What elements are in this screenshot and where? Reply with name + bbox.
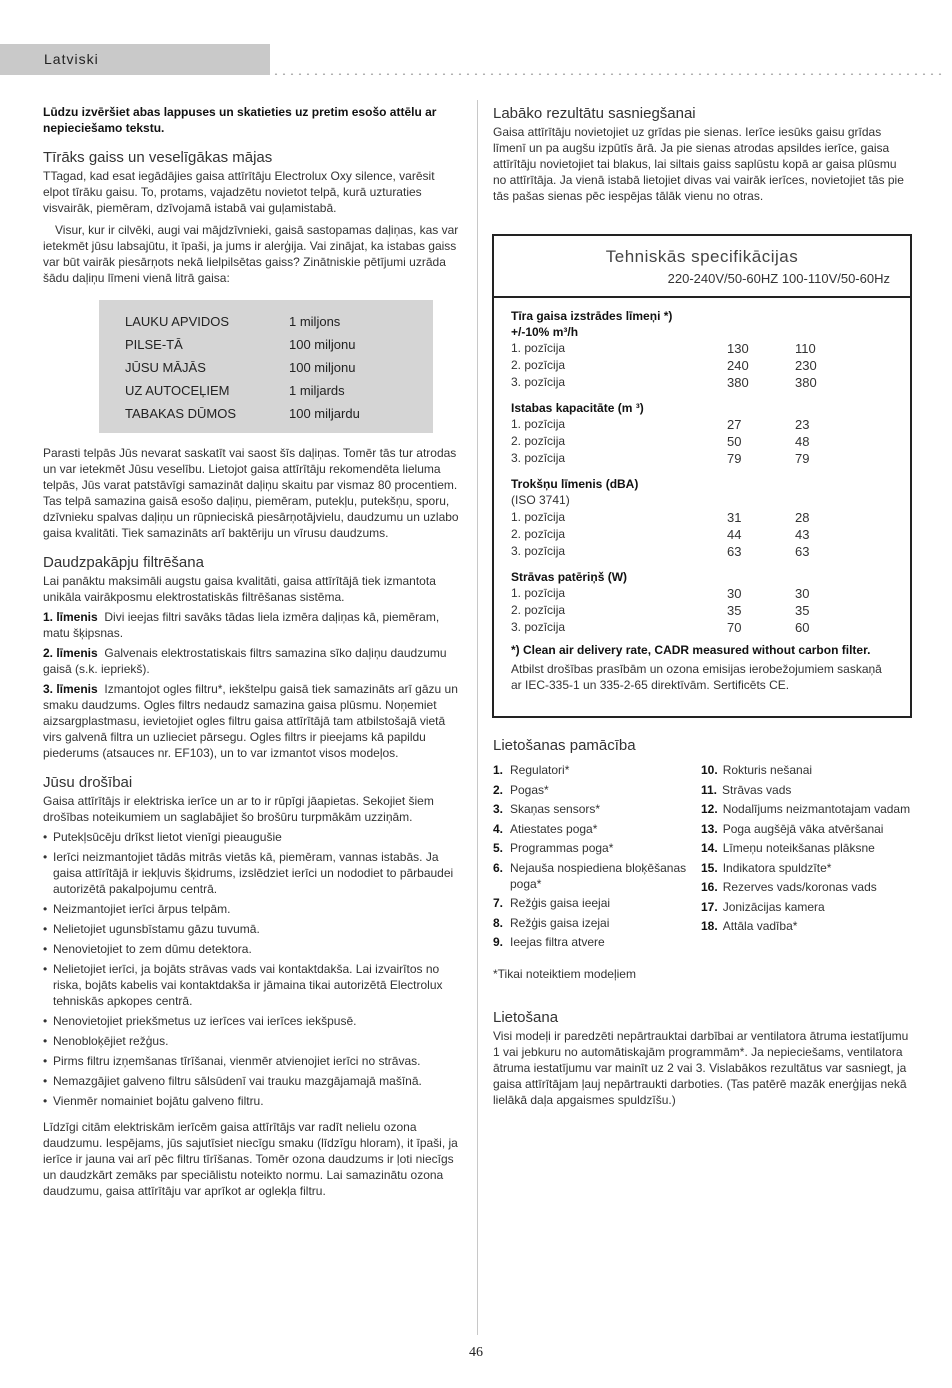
spec-row <box>511 526 891 543</box>
spec-section-title: Istabas kapacitāte (m ³) <box>511 401 644 415</box>
spec-pos: 1. pozīcija <box>511 586 566 600</box>
language-tab <box>0 44 270 75</box>
spec-title: Tehniskās specifikācijas <box>605 247 799 266</box>
stats-place: UZ AUTOCEĻIEM <box>125 383 230 398</box>
intro-text: Lūdzu izvēršiet abas lappuses un skatieties uz pretim esošo attēlu ar nepieciešamo tekstu. <box>43 105 437 135</box>
section-title-cleaner-air: Tīrāks gaiss un veselīgākas mājas <box>43 149 273 166</box>
part-number: 2. <box>493 782 504 797</box>
filter-level <box>43 645 463 677</box>
spec-pos: 3. pozīcija <box>511 375 566 389</box>
paragraph: Gaisa attīrītājs ir elektriska ierīce un ar to ir rūpīgi jāapietas. Sekojiet šiem drošības noteikumiem un saglabājiet šo brošūru turpmākām uzziņām. <box>43 794 434 824</box>
spec-row <box>511 585 891 602</box>
filter-level <box>43 681 463 761</box>
spec-val-a: 240 <box>727 358 749 373</box>
part-label: Jonizācijas kamera <box>722 899 825 914</box>
paragraph: TTagad, kad esat iegādājies gaisa attīrītāju Electrolux Oxy silence, varēsit elpot tīrāku gaisu. To, protams, vajadzētu novietot telpā, kurā uzturaties visvairāk, piemēram, dzīvojamā istabā vai guļamistabā. <box>43 169 435 215</box>
part-number: 1. <box>493 763 504 777</box>
spec-section-title: Tīra gaisa izstrādes līmeņi *) <box>511 309 673 323</box>
stats-row <box>125 356 433 379</box>
part-label: Režģis gaisa ieejai <box>510 896 611 910</box>
list-item: • Nelietojiet ugunsbīstamu gāzu tuvumā. <box>43 921 463 937</box>
spec-val-a: 130 <box>727 341 749 356</box>
list-item <box>701 899 911 915</box>
spec-row <box>511 357 891 374</box>
list-item <box>493 895 701 911</box>
list-item <box>493 934 701 950</box>
parts-list-right <box>701 762 911 954</box>
particle-stats-table <box>99 300 433 433</box>
list-item <box>493 915 701 931</box>
list-item <box>493 762 701 778</box>
list-item <box>701 801 911 817</box>
part-label: Programmas poga* <box>510 841 614 855</box>
list-item: • Nenobloķējiet režģus. <box>43 1033 463 1049</box>
part-number: 14. <box>701 841 718 855</box>
part-label: Rokturis nešanai <box>722 763 813 777</box>
list-item <box>701 762 911 778</box>
stats-row <box>125 379 433 402</box>
spec-val-a: 31 <box>727 510 742 525</box>
section-title-filtering: Daudzpakāpju filtrēšana <box>43 554 204 571</box>
list-item <box>493 801 701 817</box>
paragraph: Lai panāktu maksimāli augstu gaisa kvalitāti, gaisa attīrītājā tiek izmantota unikāla vairākposmu elektrostatiskās filtrēšanas sistēma. <box>43 574 436 604</box>
list-item <box>701 860 911 876</box>
spec-val-b: 30 <box>795 586 810 601</box>
list-item <box>701 821 911 837</box>
stats-place: LAUKU APVIDOS <box>125 314 230 329</box>
part-number: 10. <box>701 763 718 777</box>
filter-level <box>43 609 463 641</box>
spec-body <box>511 308 891 693</box>
part-number: 7. <box>493 896 504 910</box>
section-title-best-results: Labāko rezultātu sasniegšanai <box>493 105 696 122</box>
part-number: 13. <box>701 821 718 836</box>
spec-pos: 2. pozīcija <box>511 603 566 617</box>
stats-value: 100 miljardu <box>289 406 360 421</box>
spec-row <box>511 374 891 391</box>
stats-value: 1 miljons <box>289 314 341 329</box>
spec-row <box>511 619 891 636</box>
stats-place: PILSE-TĀ <box>125 337 183 352</box>
column-divider <box>477 100 478 1335</box>
spec-val-a: 35 <box>727 603 742 618</box>
part-number: 16. <box>701 880 718 894</box>
spec-val-b: 48 <box>795 434 810 449</box>
part-label: Līmeņu noteikšanas plāksne <box>722 841 875 855</box>
header-dotted-rule <box>272 73 944 75</box>
part-number: 15. <box>701 860 718 875</box>
spec-val-b: 380 <box>795 375 817 390</box>
paragraph: Parasti telpās Jūs nevarat saskatīt vai saost šīs daļiņas. Tomēr tās tur atrodas un var ietekmēt Jūsu veselību. Lietojot gaisa attīrītāju rekomendēta lieluma telpās, Jūs varat patstāvīgi samazināt daļiņu skaitu par vismaz 80 procentiem. Tas telpā samazina gaisā esošo daļiņu, piemēram, putekļu, putekšņu, sporu, dzīvnieku spalvas daļiņu un rūpnieciskā piesārņotājvielu, daudzumu un uzlabo gaisa kvalitāti. Tiek samazināts arī baktēriju un vīrusu daudzums. <box>43 446 459 540</box>
part-label: Ieejas filtra atvere <box>510 935 605 949</box>
left-column <box>43 104 463 1199</box>
spec-val-b: 43 <box>795 527 810 542</box>
spec-val-a: 30 <box>727 586 742 601</box>
parts-list <box>493 762 913 954</box>
section-title-instructions: Lietošanas pamācība <box>493 737 636 754</box>
spec-subtitle <box>511 492 891 509</box>
part-number: 18. <box>701 919 718 933</box>
part-number: 12. <box>701 802 718 816</box>
part-label: Poga augšējā vāka atvēršanai <box>722 821 884 836</box>
stats-value: 100 miljonu <box>289 337 356 352</box>
tech-spec-box <box>492 234 912 718</box>
filter-level-text: Izmantojot ogles filtru*, iekštelpu gaisā tiek samazināts arī gāzu un smaku daudzums. Ogles filtrs nedaudz samazina gaisa plūsmu. Noņemiet aizsargplastmasu, ievietojiet ogles filtru gaisa attīrītājā tam atbilstošajā vietā virs galvenā filtra un uzlieciet pārsegu. Ogles filtrs ir pieejams kā papildu piederums (atsauces nr. EF103), un to var izmantot visos modeļos. <box>43 682 458 760</box>
spec-section-unit: +/-10% m³/h <box>511 325 579 339</box>
spec-val-a: 27 <box>727 417 742 432</box>
part-label: Nodalījums neizmantotajam vadam <box>722 802 911 816</box>
part-label: Rezerves vads/koronas vads <box>722 880 877 894</box>
spec-row <box>511 509 891 526</box>
spec-val-b: 28 <box>795 510 810 525</box>
spec-section-title: Trokšņu līmenis (dBA) <box>511 477 639 491</box>
list-item <box>493 860 701 892</box>
part-number: 8. <box>493 915 504 930</box>
part-number: 4. <box>493 821 504 836</box>
spec-note: Atbilst drošības prasībām un ozona emisijas ierobežojumiem saskaņā ar IEC-335-1 un 335-2-65 direktīvām. Sertificēts CE. <box>511 662 882 692</box>
list-item: • Nemazgājiet galveno filtru sālsūdenī vai trauku mazgājamajā mašīnā. <box>43 1073 463 1089</box>
filter-level-label: 2. līmenis <box>43 646 98 660</box>
list-item <box>493 821 701 837</box>
spec-val-b: 35 <box>795 603 810 618</box>
spec-val-b: 79 <box>795 451 810 466</box>
list-item: • Nenovietojiet priekšmetus uz ierīces vai ierīces iekšpusē. <box>43 1013 463 1029</box>
stats-row <box>125 333 433 356</box>
spec-val-a: 50 <box>727 434 742 449</box>
stats-value: 1 miljards <box>289 383 345 398</box>
part-number: 6. <box>493 860 504 875</box>
part-number: 3. <box>493 802 504 816</box>
list-item <box>701 840 911 856</box>
section-title-usage: Lietošana <box>493 1008 559 1026</box>
list-item: • Ierīci neizmantojiet tādās mitrās vietās kā, piemēram, vannas istabās. Ja gaisa attīrītājā ir iekļuvis šķidrums, izslēdziet ierīci un nododiet to pārbaudei autorizētā pakalpojumu centrā. <box>43 849 463 897</box>
spec-pos: 3. pozīcija <box>511 620 566 634</box>
parts-list-left <box>493 762 701 954</box>
spec-row <box>511 340 891 357</box>
stats-row <box>125 402 433 425</box>
spec-val-a: 44 <box>727 527 742 542</box>
safety-list <box>43 829 463 1109</box>
list-item: • Pirms filtru izņemšanas tīrīšanai, vienmēr atvienojiet ierīci no strāvas. <box>43 1053 463 1069</box>
section-title-safety: Jūsu drošībai <box>43 774 133 791</box>
spec-val-b: 23 <box>795 417 810 432</box>
spec-val-b: 63 <box>795 544 810 559</box>
spec-footnote: *) Clean air delivery rate, CADR measured without carbon filter. <box>511 643 871 657</box>
list-item <box>701 918 911 934</box>
right-column-bottom <box>493 736 913 1108</box>
spec-standard: (ISO 3741) <box>511 493 570 507</box>
spec-val-a: 70 <box>727 620 742 635</box>
spec-row <box>511 602 891 619</box>
filter-level-label: 3. līmenis <box>43 682 98 696</box>
spec-val-b: 230 <box>795 358 817 373</box>
models-note: *Tikai noteiktiem modeļiem <box>493 966 636 981</box>
spec-pos: 1. pozīcija <box>511 341 566 355</box>
part-label: Pogas* <box>510 782 549 797</box>
list-item: • Vienmēr nomainiet bojātu galveno filtru. <box>43 1093 463 1109</box>
spec-pos: 3. pozīcija <box>511 451 566 465</box>
part-number: 11. <box>701 782 718 797</box>
spec-row <box>511 416 891 433</box>
part-label: Strāvas vads <box>722 782 792 797</box>
part-label: Nejauša nospiediena bloķēšanas poga* <box>510 860 687 891</box>
stats-row <box>125 310 433 333</box>
spec-pos: 2. pozīcija <box>511 434 566 448</box>
stats-value: 100 miljonu <box>289 360 356 375</box>
spec-voltages: 220-240V/50-60HZ 100-110V/50-60Hz <box>667 271 890 286</box>
right-column-top <box>493 104 911 204</box>
list-item: • Neizmantojiet ierīci ārpus telpām. <box>43 901 463 917</box>
list-item <box>493 840 701 856</box>
filter-level-label: 1. līmenis <box>43 610 98 624</box>
part-number: 17. <box>701 899 718 914</box>
part-label: Skaņas sensors* <box>510 802 601 816</box>
list-item <box>701 879 911 895</box>
spec-val-b: 110 <box>795 341 816 356</box>
spec-pos: 2. pozīcija <box>511 527 566 541</box>
list-item <box>701 782 911 798</box>
spec-pos: 3. pozīcija <box>511 544 566 558</box>
stats-place: JŪSU MĀJĀS <box>125 360 206 375</box>
spec-pos: 2. pozīcija <box>511 358 566 372</box>
spec-val-b: 60 <box>795 620 810 635</box>
part-label: Atiestates poga* <box>510 821 598 836</box>
spec-val-a: 380 <box>727 375 749 390</box>
page-number: 46 <box>469 1345 483 1360</box>
part-label: Režģis gaisa izejai <box>510 915 610 930</box>
list-item <box>493 782 701 798</box>
spec-header <box>494 236 910 298</box>
paragraph: Gaisa attīrītāju novietojiet uz grīdas pie sienas. Ierīce iesūks gaisu grīdas līmenī un pa augšu izpūtīs ārā. Ja pie sienas atrodas apsildes ierīce, gaisa attīrītāju novietojiet tai blakus, lai siltais gaiss saplūstu kopā ar gaisa plūsmu no attīrītāja. Ja vienā istabā lietojiet divas vai vairāk ierīces, novietojiet tās pie tās pašas sienas pēc iespējas tālāk vienu no otras. <box>493 125 904 203</box>
spec-pos: 1. pozīcija <box>511 510 566 524</box>
spec-row <box>511 543 891 560</box>
spec-section-title: Strāvas patēriņš (W) <box>511 570 628 584</box>
filter-level-text: Divi ieejas filtri savāks tādas liela izmēra daļiņas kā, piemēram, matu šķipsnas. <box>43 610 440 640</box>
part-number: 9. <box>493 935 504 949</box>
spec-pos: 1. pozīcija <box>511 417 566 431</box>
paragraph: Visi modeļi ir paredzēti nepārtrauktai darbībai ar ventilatora ātruma iestatījumu 1 vai jebkuru no automātiskajām programmām*. Ja nepieciešams, ventilatora ātruma iestatījumu var mainīt uz 2 vai 3. Vislabākos rezultātus var sasniegt, ja gaisa attīrītājam ļauj nepārtraukti darboties. (Tas patērē mazāk enerģijas nekā lielākā daļa apgaismes spuldzīšu.) <box>493 1028 909 1107</box>
paragraph: Visur, kur ir cilvēki, augi vai mājdzīvnieki, gaisā sastopamas daļiņas, kas var ietekmēt jūsu labsajūtu, it īpaši, ja jums ir alerģija. Vai zinājat, ka istabas gaiss var būt vairāk piesārņots nekā lielpilsētas gaiss? Zinātniskie pētījumi uzrāda šādu daļiņu līmeni vienā litrā gaisa: <box>43 223 459 285</box>
list-item: • Putekļsūcēju drīkst lietot vienīgi pieaugušie <box>43 829 463 845</box>
stats-place: TABAKAS DŪMOS <box>125 406 237 421</box>
part-label: Regulatori* <box>510 763 570 777</box>
spec-val-a: 63 <box>727 544 742 559</box>
spec-row <box>511 450 891 467</box>
list-item: • Nenovietojiet to zem dūmu detektora. <box>43 941 463 957</box>
list-item: • Nelietojiet ierīci, ja bojāts strāvas vads vai kontaktdakša. Lai izvairītos no riska, bojāts kabelis vai kontaktdakša ir jāmaina tikai autorizētā Electrolux tehniskās apkopes centrā. <box>43 961 463 1009</box>
part-label: Indikatora spuldzīte* <box>722 860 832 875</box>
spec-row <box>511 433 891 450</box>
filter-level-text: Galvenais elektrostatiskais filtrs samazina sīko daļiņu daudzumu gaisā (s.k. iepriekš). <box>43 646 447 676</box>
part-label: Attāla vadība* <box>722 919 798 933</box>
language-label: Latviski <box>44 51 99 67</box>
spec-val-a: 79 <box>727 451 742 466</box>
paragraph: Līdzīgi citām elektriskām ierīcēm gaisa attīrītājs var radīt nelielu ozona daudzumu. Iespējams, jūs sajutīsiet niecīgu smaku (līdzīgu hloram), it īpaši, ja ierīce ir jauna vai arī pēc filtru tīrīšanas. Tomēr ozona daudzums ir ļoti niecīgs un daudzkārt zemāks par speciālistu noteikto normu. Lai samazinātu ozona daudzumu, gaisa attīrītāju var aprīkot ar oglekļa filtru. <box>43 1120 458 1198</box>
part-number: 5. <box>493 841 504 855</box>
